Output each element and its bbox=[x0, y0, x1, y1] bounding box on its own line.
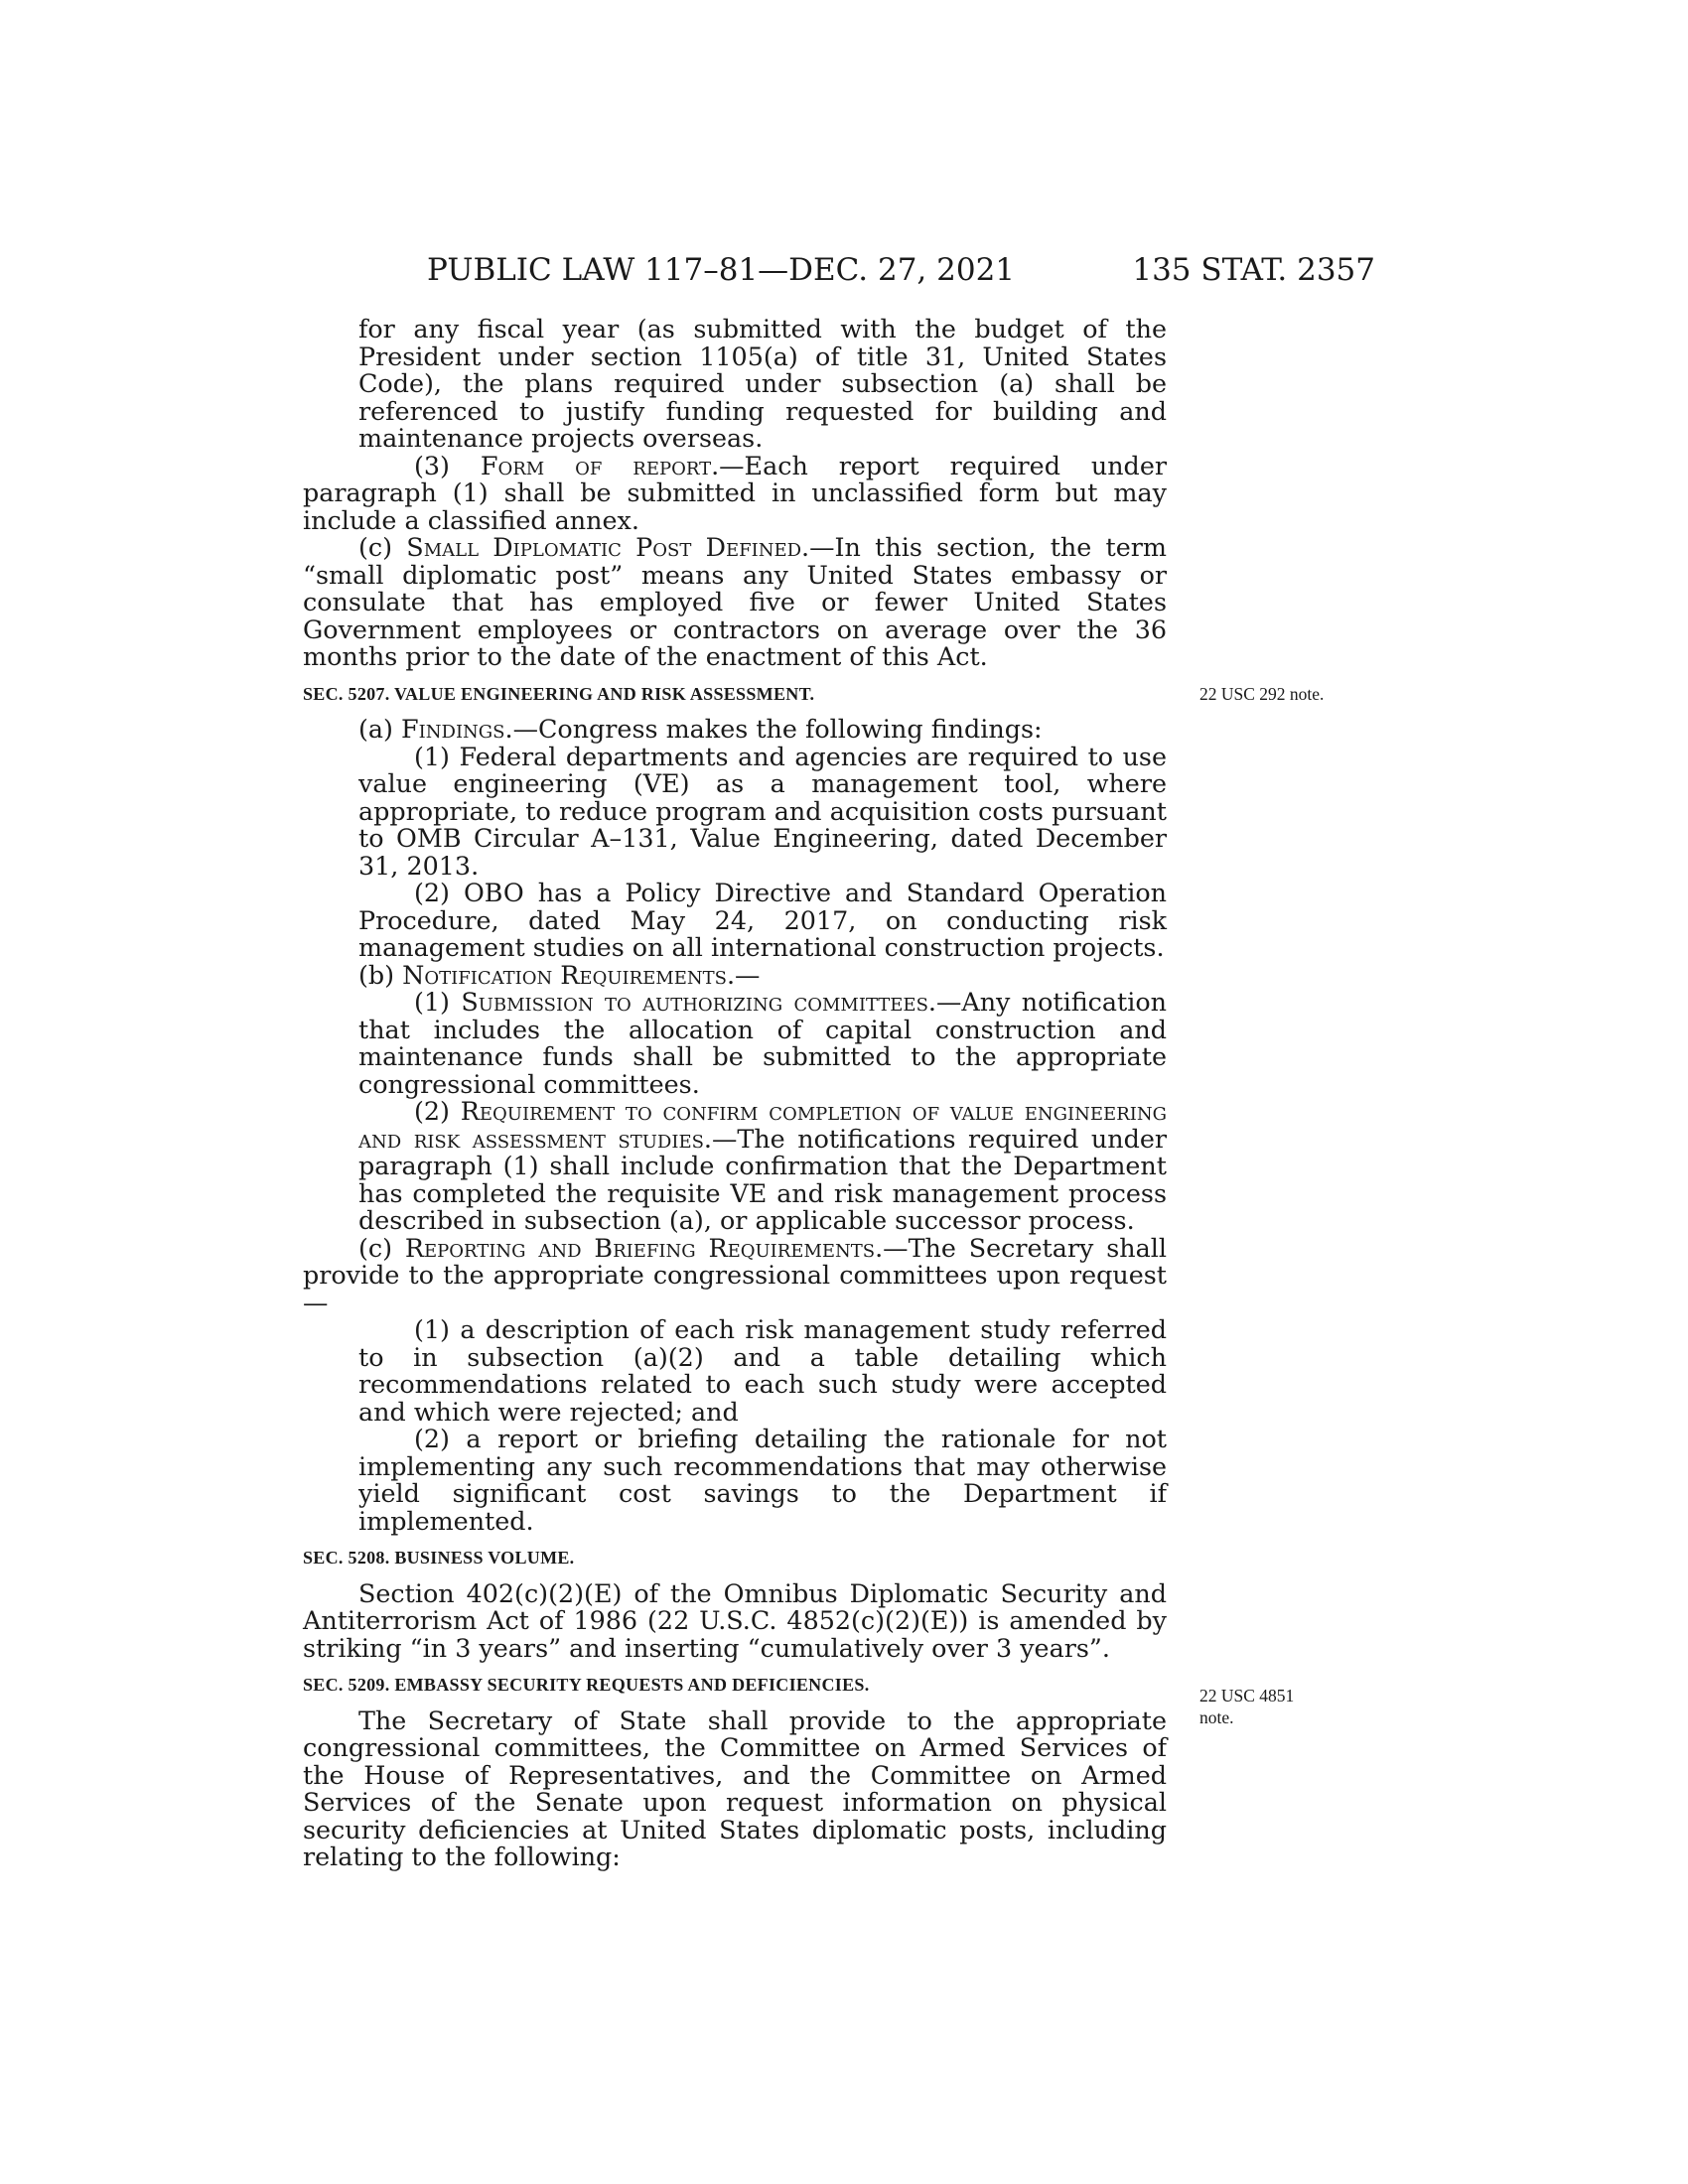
paragraph-heading: Small Diplomatic Post Defined bbox=[406, 532, 802, 562]
paragraph-reporting-item-2: (2) a report or briefing detailing the rationale for not implementing any such recommendations that may otherwise yield significant cost savings to the Department if implemented. bbox=[358, 1424, 1167, 1536]
paragraph-continuation: for any fiscal year (as submitted with the budget of the President under section 1105(a) of title 31, United States Code), the plans required under subsection (a) shall be referenced to justify funding requested for building and maintenance projects overseas. bbox=[358, 314, 1167, 453]
paragraph-heading: Requirement to confirm completion of value engineering and risk assessment studies bbox=[358, 1096, 1167, 1154]
paragraph-label: (a) bbox=[358, 714, 402, 744]
paragraph-finding-1: (1) Federal departments and agencies are required to use value engineering (VE) as a management tool, where appropriate, to reduce program and acquisition costs pursuant to OMB Circular A–131, Value Engineering, dated December 31, 2013. bbox=[358, 741, 1167, 881]
paragraph-label: (c) bbox=[358, 532, 407, 562]
paragraph-heading: Form of report bbox=[480, 450, 712, 480]
paragraph-requirement-confirm bbox=[303, 1098, 1167, 1235]
paragraph-text: .—In this section, the term “small diplomatic post” means any United States embassy or consulate that has employed five or fewer United States Government employees or contractors on average over the 36 months prior to the date of the enactment of this Act. bbox=[303, 532, 1167, 671]
header-title: PUBLIC LAW 117–81—DEC. 27, 2021 bbox=[427, 252, 1016, 288]
section-heading-5207: SEC. 5207. VALUE ENGINEERING AND RISK ASSESSMENT. bbox=[303, 683, 815, 704]
paragraph-text: .—The Secretary shall provide to the appropriate congressional committees upon request— bbox=[303, 1232, 1167, 1317]
paragraph-text: .—Any notification that includes the allocation of capital construction and maintenance funds shall be submitted to the appropriate congressional committees. bbox=[358, 987, 1167, 1099]
header-page-number: 135 STAT. 2357 bbox=[1132, 252, 1375, 288]
paragraph-heading: Findings bbox=[401, 714, 505, 744]
paragraph-submission bbox=[303, 989, 1167, 1098]
margin-note-5207: 22 USC 292 note. bbox=[1199, 684, 1325, 704]
paragraph-notification-requirements bbox=[303, 959, 1167, 990]
paragraph-label: (1) bbox=[414, 987, 462, 1017]
paragraph-heading: Reporting and Briefing Requirements bbox=[404, 1232, 876, 1263]
paragraph-findings bbox=[303, 716, 1167, 744]
section-heading-5209: SEC. 5209. EMBASSY SECURITY REQUESTS AND DEFICIENCIES. bbox=[303, 1675, 870, 1695]
paragraph-small-post-defined bbox=[303, 534, 1167, 671]
paragraph-text: .— bbox=[726, 959, 761, 990]
paragraph-text: .—Each report required under paragraph (1) shall be submitted in unclassified form but may include a classified annex. bbox=[303, 450, 1167, 535]
section-heading-5208: SEC. 5208. BUSINESS VOLUME. bbox=[303, 1548, 575, 1568]
paragraph-finding-2: (2) OBO has a Policy Directive and Standard Operation Procedure, dated May 24, 2017, on conducting risk management studies on all international construction projects. bbox=[358, 878, 1167, 962]
paragraph-text: .—The notifications required under paragraph (1) shall include confirmation that the Department has completed the requisite VE and risk management process described in subsection (a), or applicable successor process. bbox=[358, 1123, 1167, 1235]
paragraph-business-volume: Section 402(c)(2)(E) of the Omnibus Diplomatic Security and Antiterrorism Act of 1986 (22 U.S.C. 4852(c)(2)(E)) is amended by striking “in 3 years” and inserting “cumulatively over 3 years”. bbox=[303, 1577, 1167, 1663]
paragraph-embassy-security: The Secretary of State shall provide to the appropriate congressional committees, the Committee on Armed Services of the House of Representatives, and the Committee on Armed Services of the Senate upon request information on physical security deficiencies at United States diplomatic posts, including relating to the following: bbox=[303, 1705, 1167, 1871]
paragraph-text: .—Congress makes the following findings: bbox=[504, 714, 1043, 744]
paragraph-label: (c) bbox=[358, 1232, 405, 1263]
margin-note-line: 22 USC 4851 bbox=[1199, 1686, 1295, 1706]
margin-note-line: note. bbox=[1199, 1707, 1234, 1727]
paragraph-heading: Notification Requirements bbox=[402, 959, 727, 990]
document-body bbox=[303, 316, 1167, 1871]
paragraph-heading: Submission to authorizing committees bbox=[461, 987, 928, 1017]
paragraph-form-of-report bbox=[303, 450, 1167, 535]
margin-note-5209 bbox=[1199, 1685, 1294, 1728]
paragraph-label: (2) bbox=[414, 1096, 461, 1126]
paragraph-label: (b) bbox=[358, 959, 403, 990]
paragraph-reporting-item-1: (1) a description of each risk management study referred to in subsection (a)(2) and a table detailing which recommendations related to each such study were accepted and which were rejected; and bbox=[358, 1314, 1167, 1427]
paragraph-label: (3) bbox=[414, 450, 481, 480]
running-header bbox=[427, 248, 1375, 293]
paragraph-reporting-briefing bbox=[303, 1232, 1167, 1317]
